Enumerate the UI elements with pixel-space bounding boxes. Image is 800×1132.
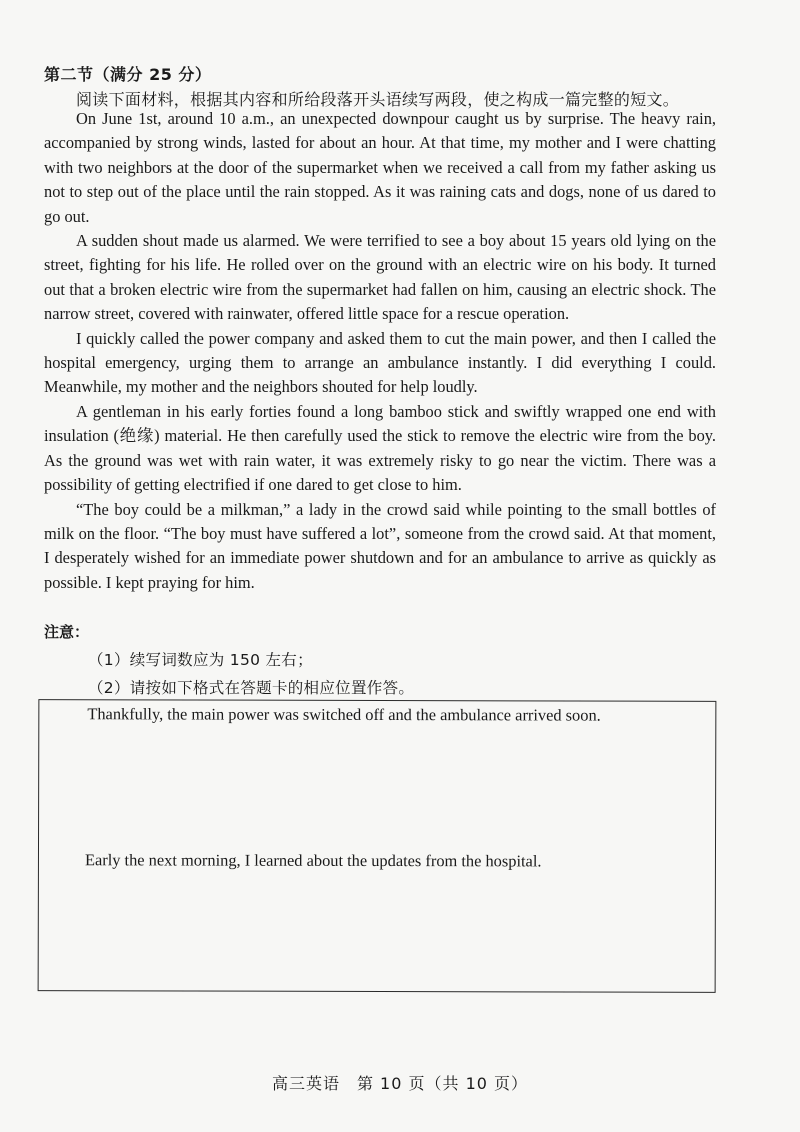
note-item-format: （2）请按如下格式在答题卡的相应位置作答。: [88, 679, 415, 697]
page-footer: 高三英语 第 10 页（共 10 页）: [271, 1074, 529, 1093]
passage-paragraph: I quickly called the power company and asked them to cut the main power, and then I called the hospital emergency, urging them to arrange an ambulance instantly. I did everything I could. Meanwhile, my mother and the neighbors shouted for help loudly.: [44, 328, 716, 397]
passage-paragraph: A gentleman in his early forties found a long bamboo stick and swiftly wrapped one end with insulation (绝缘) material. He then carefully used the stick to remove the electric wire from the boy. As the ground was wet with rain water, it was extremely risky to go near the victim. There was a possibility of getting electrified if one dared to get close to him.: [44, 401, 716, 495]
section-instruction: 阅读下面材料，根据其内容和所给段落开头语续写两段，使之构成一篇完整的短文。: [76, 90, 680, 109]
passage-paragraph: A sudden shout made us alarmed. We were terrified to see a boy about 15 years old lying on the street, fighting for his life. He rolled over on the ground with an electric wire on his body. It turned out that a broken electric wire from the supermarket had fallen on him, causing an electric shock. The narrow street, covered with rainwater, offered little space for a rescue operation.: [44, 231, 716, 324]
paragraph-opener-2: Early the next morning, I learned about the updates from the hospital.: [84, 850, 542, 871]
section-title: 第二节（满分 25 分）: [44, 65, 212, 84]
paragraph-opener-1: Thankfully, the main power was switched off and the ambulance arrived soon.: [87, 704, 601, 725]
note-item-word-count: （1）续写词数应为 150 左右；: [88, 651, 313, 669]
notes-title: 注意：: [44, 623, 90, 641]
passage-paragraph: On June 1st, around 10 a.m., an unexpected downpour caught us by surprise. The heavy rain, accompanied by strong winds, lasted for about an hour. At that time, my mother and I were chatting with two neighbors at the door of the supermarket when we received a call from my father asking us not to step out of the place until the rain stopped. As it was raining cats and dogs, none of us dared to go out.: [44, 109, 716, 226]
passage-paragraph: “The boy could be a milkman,” a lady in the crowd said while pointing to the small bottles of milk on the floor. “The boy must have suffered a lot”, someone from the crowd said. At that moment, I desperately wished for an immediate power shutdown and for an ambulance to arrive as quickly as possible. I kept praying for him.: [44, 499, 716, 592]
reading-passage: [44, 107, 716, 595]
answer-box: [38, 699, 717, 993]
